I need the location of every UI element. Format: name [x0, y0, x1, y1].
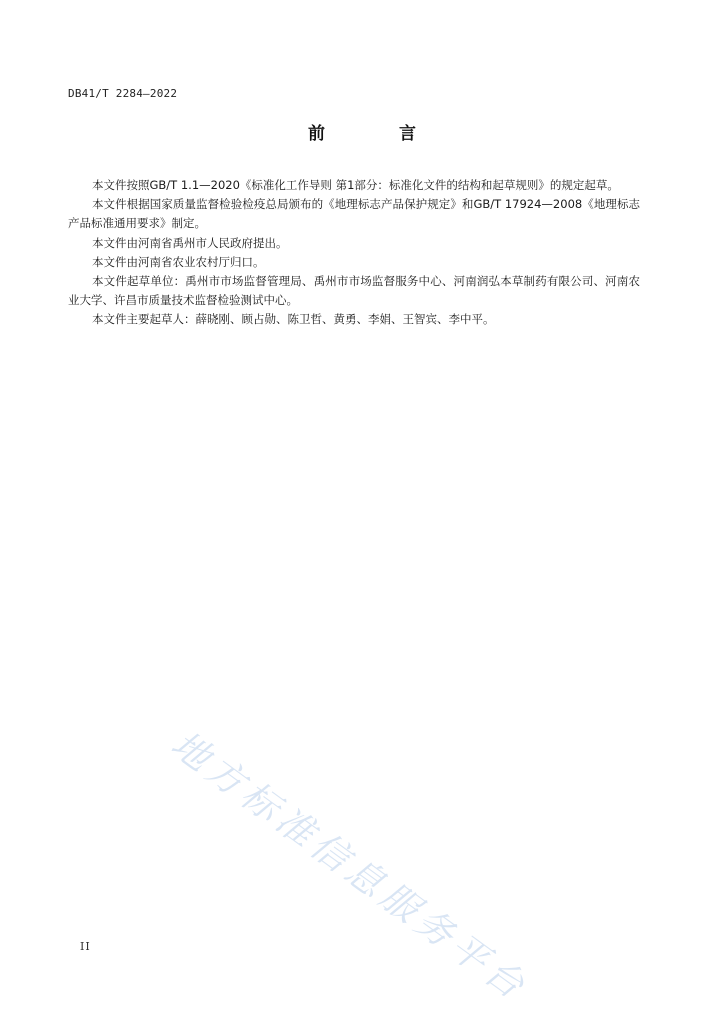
- paragraph-drafting-units: 本文件起草单位：禹州市市场监督管理局、禹州市市场监督服务中心、河南润弘本草制药有限公司、河南农业大学、许昌市质量技术监督检验测试中心。: [68, 274, 640, 308]
- paragraph-basis: 本文件根据国家质量监督检验检疫总局颁布的《地理标志产品保护规定》和GB/T 17924—2008《地理标志产品标准通用要求》制定。: [68, 197, 640, 231]
- page-title: 前 言: [308, 124, 450, 144]
- document-code: DB41/T 2284—2022: [68, 87, 178, 100]
- watermark: 地方标准信息服务平台: [163, 722, 537, 1010]
- paragraph-drafters: 本文件主要起草人：薛晓刚、顾占勋、陈卫哲、黄勇、李娟、王智宾、李中平。: [92, 312, 495, 327]
- paragraph-drafting-rules: 本文件按照GB/T 1.1—2020《标准化工作导则 第1部分：标准化文件的结构和起草规则》的规定起草。: [92, 178, 619, 192]
- foreword-body: [68, 176, 640, 330]
- paragraph-proposer: 本文件由河南省禹州市人民政府提出。: [92, 235, 288, 250]
- paragraph-responsible-unit: 本文件由河南省农业农村厅归口。: [92, 254, 265, 269]
- page-number: II: [80, 940, 91, 953]
